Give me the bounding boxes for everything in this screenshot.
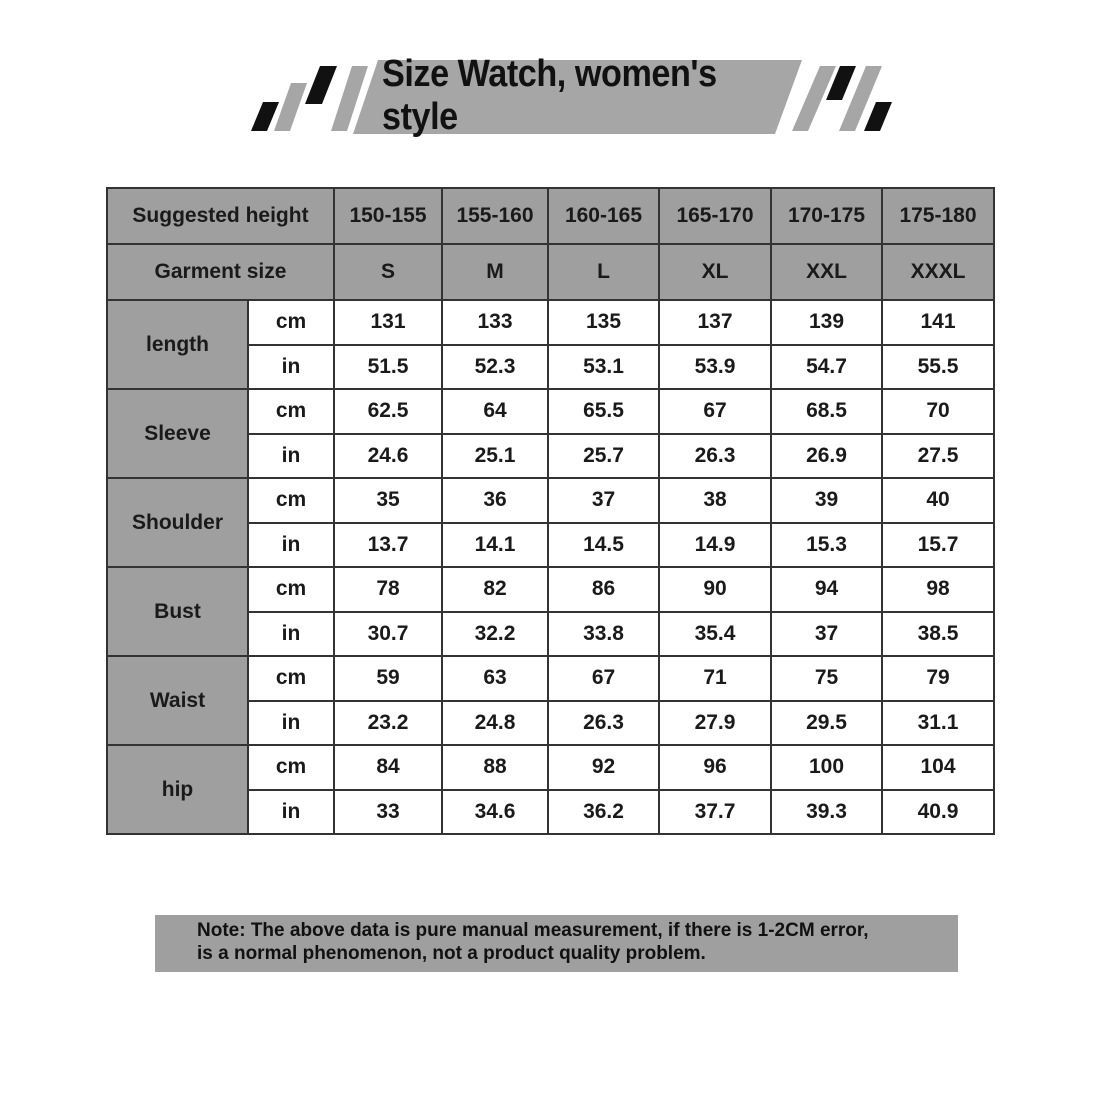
- height-range-cell: 160-165: [548, 188, 659, 244]
- value-cm-cell: 37: [548, 478, 659, 523]
- unit-cm-cell: cm: [248, 389, 334, 434]
- measurement-label: Waist: [107, 656, 248, 745]
- value-cm-cell: 67: [548, 656, 659, 701]
- value-in-cell: 38.5: [882, 612, 994, 657]
- note-line-1: Note: The above data is pure manual measurement, if there is 1-2CM error,: [197, 920, 869, 941]
- value-in-cell: 27.5: [882, 434, 994, 479]
- value-in-cell: 25.1: [442, 434, 548, 479]
- value-cm-cell: 82: [442, 567, 548, 612]
- value-cm-cell: 63: [442, 656, 548, 701]
- left-stripe-3: [305, 66, 337, 104]
- height-range-cell: 175-180: [882, 188, 994, 244]
- value-in-cell: 15.7: [882, 523, 994, 568]
- value-in-cell: 26.3: [659, 434, 771, 479]
- value-in-cell: 27.9: [659, 701, 771, 746]
- value-cm-cell: 133: [442, 300, 548, 345]
- left-stripe-2: [274, 83, 307, 131]
- value-cm-cell: 79: [882, 656, 994, 701]
- height-range-cell: 150-155: [334, 188, 442, 244]
- value-in-cell: 34.6: [442, 790, 548, 835]
- value-in-cell: 51.5: [334, 345, 442, 390]
- value-in-cell: 14.1: [442, 523, 548, 568]
- value-cm-cell: 62.5: [334, 389, 442, 434]
- measurement-label: Bust: [107, 567, 248, 656]
- unit-cm-cell: cm: [248, 656, 334, 701]
- value-cm-cell: 100: [771, 745, 882, 790]
- title-banner: [0, 0, 1100, 160]
- value-cm-cell: 86: [548, 567, 659, 612]
- value-in-cell: 53.9: [659, 345, 771, 390]
- value-in-cell: 15.3: [771, 523, 882, 568]
- value-cm-cell: 75: [771, 656, 882, 701]
- value-in-cell: 30.7: [334, 612, 442, 657]
- value-cm-cell: 94: [771, 567, 882, 612]
- value-cm-cell: 139: [771, 300, 882, 345]
- value-cm-cell: 38: [659, 478, 771, 523]
- measurement-label: hip: [107, 745, 248, 834]
- value-cm-cell: 78: [334, 567, 442, 612]
- value-in-cell: 29.5: [771, 701, 882, 746]
- size-chart-table: [106, 187, 995, 835]
- value-cm-cell: 36: [442, 478, 548, 523]
- measurement-row-cm: [107, 300, 994, 345]
- size-cell: L: [548, 244, 659, 300]
- right-stripe-4: [864, 102, 892, 131]
- value-in-cell: 37: [771, 612, 882, 657]
- value-cm-cell: 64: [442, 389, 548, 434]
- measurement-label: Shoulder: [107, 478, 248, 567]
- value-cm-cell: 40: [882, 478, 994, 523]
- value-cm-cell: 137: [659, 300, 771, 345]
- value-in-cell: 35.4: [659, 612, 771, 657]
- value-in-cell: 54.7: [771, 345, 882, 390]
- value-in-cell: 37.7: [659, 790, 771, 835]
- value-in-cell: 52.3: [442, 345, 548, 390]
- unit-in-cell: in: [248, 790, 334, 835]
- measurement-row-cm: [107, 656, 994, 701]
- note-line-2: is a normal phenomenon, not a product quality problem.: [197, 943, 706, 964]
- value-cm-cell: 39: [771, 478, 882, 523]
- unit-cm-cell: cm: [248, 300, 334, 345]
- value-cm-cell: 88: [442, 745, 548, 790]
- size-cell: XL: [659, 244, 771, 300]
- value-cm-cell: 131: [334, 300, 442, 345]
- height-header-row: [107, 188, 994, 244]
- value-in-cell: 24.6: [334, 434, 442, 479]
- value-in-cell: 31.1: [882, 701, 994, 746]
- value-in-cell: 53.1: [548, 345, 659, 390]
- value-in-cell: 26.3: [548, 701, 659, 746]
- value-cm-cell: 70: [882, 389, 994, 434]
- measurement-row-cm: [107, 745, 994, 790]
- size-row-label: Garment size: [107, 244, 334, 300]
- value-cm-cell: 84: [334, 745, 442, 790]
- unit-cm-cell: cm: [248, 478, 334, 523]
- unit-in-cell: in: [248, 523, 334, 568]
- measurement-row-cm: [107, 478, 994, 523]
- unit-in-cell: in: [248, 345, 334, 390]
- value-cm-cell: 96: [659, 745, 771, 790]
- left-stripe-1: [251, 102, 279, 131]
- value-in-cell: 14.9: [659, 523, 771, 568]
- size-cell: XXXL: [882, 244, 994, 300]
- value-cm-cell: 67: [659, 389, 771, 434]
- size-header-row: [107, 244, 994, 300]
- unit-in-cell: in: [248, 434, 334, 479]
- disclaimer-note: [155, 915, 958, 972]
- height-range-cell: 170-175: [771, 188, 882, 244]
- value-cm-cell: 65.5: [548, 389, 659, 434]
- value-in-cell: 26.9: [771, 434, 882, 479]
- value-cm-cell: 68.5: [771, 389, 882, 434]
- value-in-cell: 14.5: [548, 523, 659, 568]
- measurement-row-cm: [107, 567, 994, 612]
- value-cm-cell: 141: [882, 300, 994, 345]
- value-cm-cell: 71: [659, 656, 771, 701]
- size-cell: M: [442, 244, 548, 300]
- height-range-cell: 165-170: [659, 188, 771, 244]
- value-cm-cell: 135: [548, 300, 659, 345]
- unit-cm-cell: cm: [248, 745, 334, 790]
- height-row-label: Suggested height: [107, 188, 334, 244]
- measurement-label: Sleeve: [107, 389, 248, 478]
- value-cm-cell: 104: [882, 745, 994, 790]
- value-cm-cell: 59: [334, 656, 442, 701]
- value-cm-cell: 92: [548, 745, 659, 790]
- size-cell: XXL: [771, 244, 882, 300]
- value-in-cell: 25.7: [548, 434, 659, 479]
- height-range-cell: 155-160: [442, 188, 548, 244]
- value-in-cell: 24.8: [442, 701, 548, 746]
- value-in-cell: 23.2: [334, 701, 442, 746]
- value-in-cell: 33: [334, 790, 442, 835]
- size-cell: S: [334, 244, 442, 300]
- measurement-label: length: [107, 300, 248, 389]
- value-in-cell: 39.3: [771, 790, 882, 835]
- value-cm-cell: 90: [659, 567, 771, 612]
- unit-cm-cell: cm: [248, 567, 334, 612]
- value-cm-cell: 98: [882, 567, 994, 612]
- unit-in-cell: in: [248, 701, 334, 746]
- value-in-cell: 13.7: [334, 523, 442, 568]
- value-in-cell: 55.5: [882, 345, 994, 390]
- value-in-cell: 36.2: [548, 790, 659, 835]
- unit-in-cell: in: [248, 612, 334, 657]
- value-in-cell: 33.8: [548, 612, 659, 657]
- page-title: Size Watch, women's style: [382, 53, 717, 138]
- value-cm-cell: 35: [334, 478, 442, 523]
- value-in-cell: 40.9: [882, 790, 994, 835]
- measurement-row-cm: [107, 389, 994, 434]
- value-in-cell: 32.2: [442, 612, 548, 657]
